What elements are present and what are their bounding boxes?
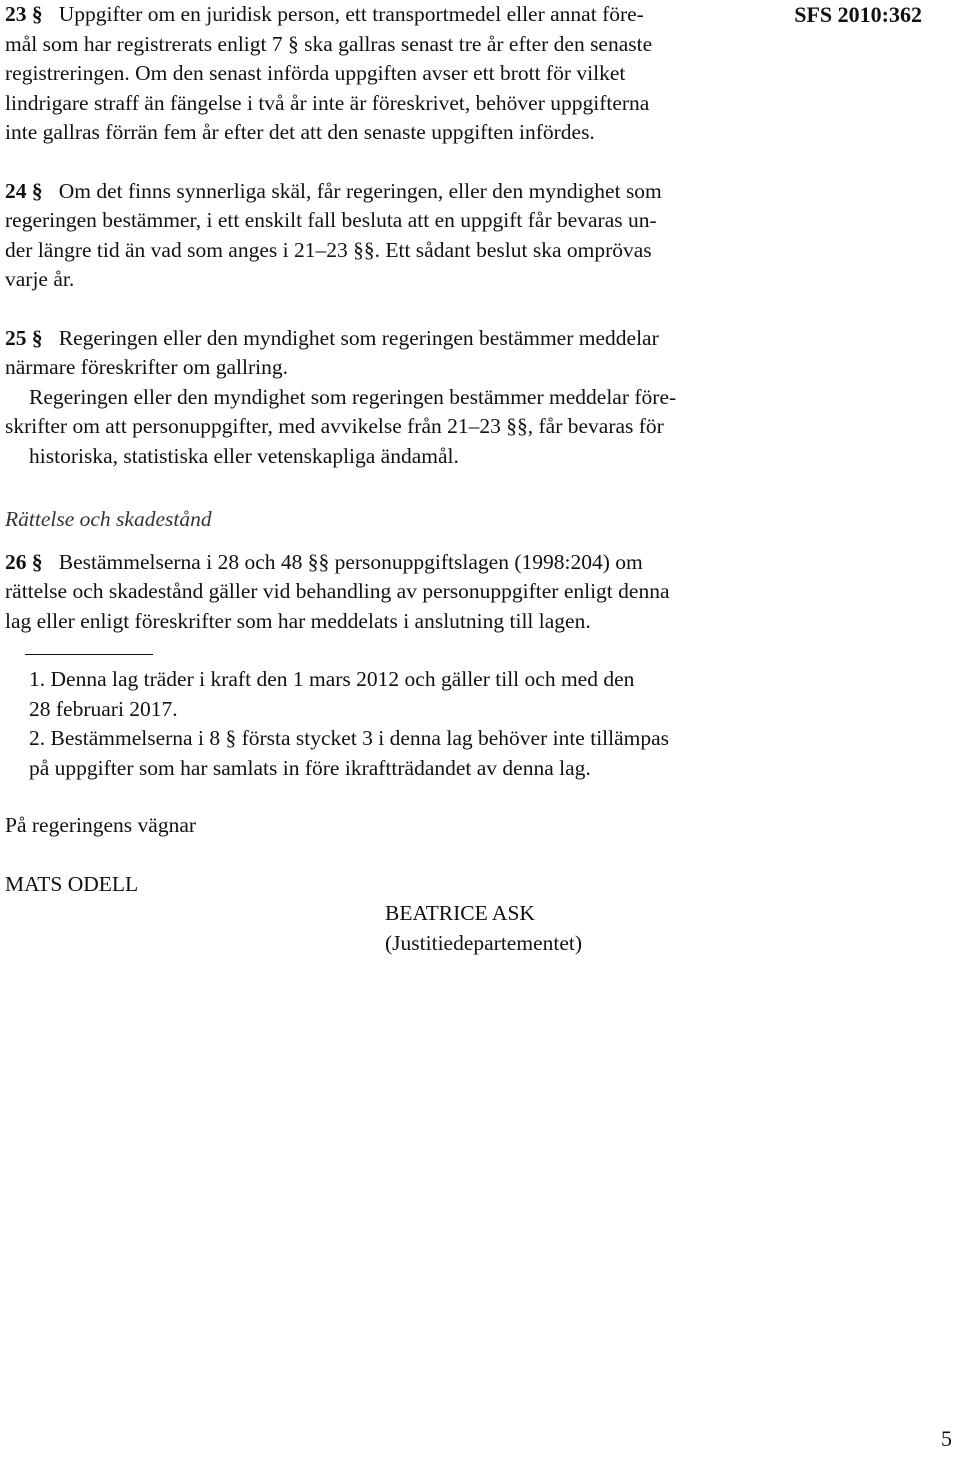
text-line: Uppgifter om en juridisk person, ett transportmedel eller annat före- xyxy=(58,2,644,26)
section-number: 23 xyxy=(5,2,27,26)
section-24-text xyxy=(5,177,733,295)
section-23-text xyxy=(5,0,733,148)
text-line: lag eller enligt föreskrifter som har meddelats i anslutning till lagen. xyxy=(5,608,591,633)
text-line: Om det finns synnerliga skäl, får regeringen, eller den myndighet som xyxy=(58,178,662,203)
text-line: Regeringen eller den myndighet som regeringen bestämmer meddelar före- xyxy=(29,384,677,409)
text-line: mål som har registrerats enligt 7 § ska gallras senast tre år efter den senaste xyxy=(5,31,653,56)
text-line: 2. Bestämmelserna i 8 § första stycket 3 i denna lag behöver inte tillämpas xyxy=(29,726,670,750)
main-text xyxy=(5,0,733,958)
text-line: der längre tid än vad som anges i 21–23 §§. Ett sådant beslut ska omprövas xyxy=(5,237,652,262)
text-line: regeringen bestämmer, i ett enskilt fall besluta att en uppgift får bevaras un- xyxy=(5,208,657,232)
section-26-text xyxy=(5,548,733,637)
section-sign-icon: § xyxy=(31,325,43,350)
sfs-number: SFS 2010:362 xyxy=(794,2,922,27)
section-number: 24 xyxy=(5,178,27,203)
text-line: på uppgifter som har samlats in före ikraftträdandet av denna lag. xyxy=(29,755,591,780)
signer-primary: MATS ODELL xyxy=(5,871,139,896)
divider-rule xyxy=(25,654,153,655)
text-line: skrifter om att personuppgifter, med avvikelse från 21–23 §§, får bevaras för xyxy=(5,414,664,438)
text-line: 28 februari 2017. xyxy=(29,696,178,721)
department-name: (Justitiedepartementet) xyxy=(385,930,583,955)
text-line: historiska, statistiska eller vetenskapliga ändamål. xyxy=(29,443,459,468)
text-line: lindrigare straff än fängelse i två år inte är föreskrivet, behöver uppgifterna xyxy=(5,90,650,115)
section-23 xyxy=(5,0,733,148)
text-line: registreringen. Om den senast införda uppgiften avser ett brott för vilket xyxy=(5,61,626,85)
transitional-provisions xyxy=(5,665,733,783)
section-26 xyxy=(5,548,733,637)
transitional-item-2 xyxy=(5,724,733,783)
section-25-para-2 xyxy=(5,383,733,472)
section-number: 26 xyxy=(5,549,27,574)
transitional-item-1 xyxy=(5,665,733,724)
section-number: 25 xyxy=(5,325,27,350)
section-25-para-1 xyxy=(5,324,733,383)
text-line: Regeringen eller den myndighet som regeringen bestämmer meddelar xyxy=(58,325,659,350)
section-heading: Rättelse och skadestånd xyxy=(5,507,212,531)
section-25 xyxy=(5,324,733,472)
section-sign-icon: § xyxy=(31,2,43,26)
signer-secondary: BEATRICE ASK xyxy=(385,901,535,925)
section-sign-icon: § xyxy=(31,178,43,203)
text-line: Bestämmelserna i 28 och 48 §§ personuppgiftslagen (1998:204) om xyxy=(58,549,643,574)
on-behalf-line: På regeringens vägnar xyxy=(5,813,197,837)
text-line: 1. Denna lag träder i kraft den 1 mars 2012 och gäller till och med den xyxy=(29,667,635,691)
text-line: närmare föreskrifter om gallring. xyxy=(5,355,288,379)
text-line: varje år. xyxy=(5,267,75,291)
page-number: 5 xyxy=(941,1426,952,1451)
signature-block xyxy=(5,811,733,958)
text-line: inte gallras förrän fem år efter det att den senaste uppgiften infördes. xyxy=(5,120,595,144)
section-sign-icon: § xyxy=(31,549,43,574)
section-24 xyxy=(5,177,733,295)
text-line: rättelse och skadestånd gäller vid behandling av personuppgifter enligt denna xyxy=(5,579,670,603)
